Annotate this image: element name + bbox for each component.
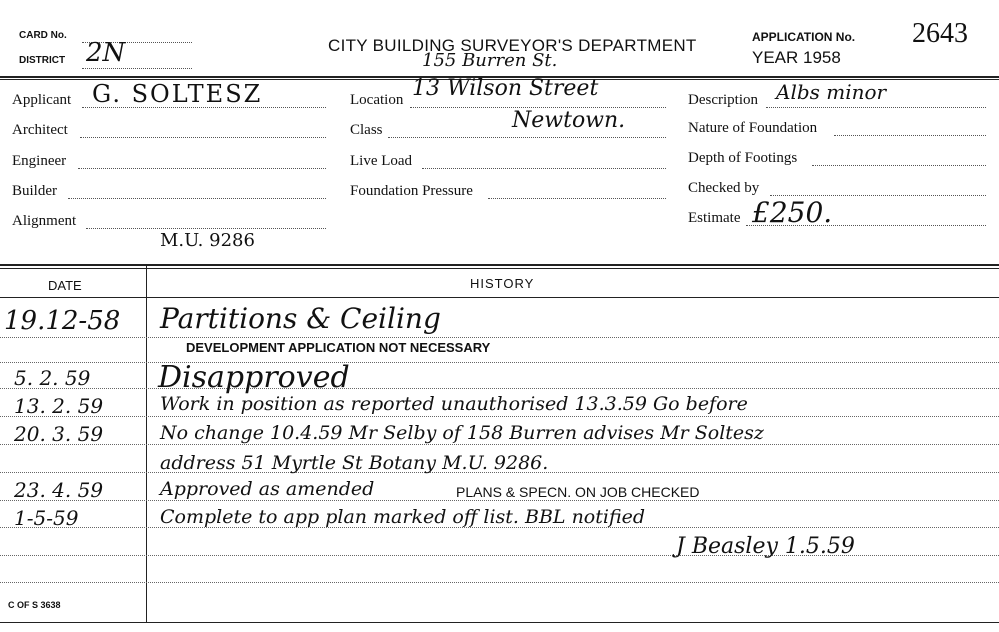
- foundation-pressure-label: Foundation Pressure: [350, 183, 473, 199]
- street-note: 155 Burren St.: [422, 50, 558, 71]
- class-line: [388, 137, 666, 138]
- phone-value: M.U. 9286: [160, 230, 255, 251]
- history-text: No change 10.4.59 Mr Selby of 158 Burren advises Mr Soltesz: [160, 422, 764, 444]
- ruled-line: [0, 444, 999, 445]
- district-line: [82, 68, 192, 69]
- nature-line: [834, 135, 986, 136]
- checked-by-label: Checked by: [688, 180, 760, 196]
- description-label: Description: [688, 92, 758, 108]
- depth-label: Depth of Footings: [688, 150, 798, 166]
- history-text: Complete to app plan marked off list. BBL notified: [160, 506, 646, 528]
- district-label: DISTRICT: [19, 55, 66, 66]
- history-date: 1-5-59: [14, 506, 79, 530]
- date-header: DATE: [48, 278, 82, 293]
- estimate-line: [746, 225, 986, 226]
- alignment-line: [86, 228, 326, 229]
- history-date: 20. 3. 59: [14, 422, 104, 446]
- history-text: Disapproved: [158, 360, 350, 395]
- applicant-label: Applicant: [12, 92, 72, 108]
- history-text: Approved as amended: [160, 478, 375, 500]
- ruled-line: [0, 362, 999, 363]
- architect-label: Architect: [12, 122, 68, 138]
- history-text: Partitions & Ceiling: [160, 302, 441, 335]
- history-top-rule: [0, 264, 999, 266]
- builder-line: [68, 198, 326, 199]
- alignment-label: Alignment: [12, 213, 77, 229]
- description-line: [766, 107, 986, 108]
- application-label: APPLICATION No.: [752, 30, 856, 44]
- history-date: 13. 2. 59: [14, 394, 104, 418]
- signature: J Beasley 1.5.59: [676, 534, 855, 559]
- district-value: 2N: [86, 38, 126, 68]
- engineer-line: [78, 168, 326, 169]
- builder-label: Builder: [12, 183, 57, 199]
- ruled-line: [0, 582, 999, 583]
- nature-label: Nature of Foundation: [688, 120, 818, 136]
- location-suburb: Newtown.: [512, 108, 626, 133]
- architect-line: [80, 137, 326, 138]
- history-header-rule: [0, 297, 999, 298]
- applicant-value: G. SOLTESZ: [92, 80, 263, 108]
- live-load-line: [422, 168, 666, 169]
- history-top-rule-thin: [0, 268, 999, 269]
- description-value: Albs minor: [776, 80, 887, 104]
- form-code: C OF S 3638: [8, 600, 61, 610]
- estimate-label: Estimate: [688, 210, 741, 226]
- depth-line: [812, 165, 986, 166]
- applicant-line: [82, 107, 326, 108]
- class-label: Class: [350, 122, 383, 138]
- location-label: Location: [350, 92, 404, 108]
- live-load-label: Live Load: [350, 153, 413, 169]
- estimate-value: £250.: [752, 196, 833, 229]
- ruled-line: [0, 500, 999, 501]
- engineer-label: Engineer: [12, 153, 67, 169]
- history-date: 5. 2. 59: [14, 366, 91, 390]
- location-value: 13 Wilson Street: [412, 76, 599, 101]
- ruled-line: [0, 388, 999, 389]
- bottom-rule: [0, 622, 999, 623]
- department-title: CITY BUILDING SURVEYOR'S DEPARTMENT: [328, 36, 697, 55]
- history-date: 19.12-58: [4, 306, 121, 336]
- ruled-line: [0, 416, 999, 417]
- plans-checked-note: PLANS & SPECN. ON JOB CHECKED: [456, 484, 700, 500]
- foundation-pressure-line: [488, 198, 666, 199]
- history-date: 23. 4. 59: [14, 478, 104, 502]
- history-text: Work in position as reported unauthorised 13.3.59 Go before: [160, 393, 748, 415]
- history-text: DEVELOPMENT APPLICATION NOT NECESSARY: [186, 340, 491, 355]
- history-text: address 51 Myrtle St Botany M.U. 9286.: [160, 452, 549, 474]
- application-number: 2643: [912, 18, 968, 49]
- ruled-line: [0, 337, 999, 338]
- history-header: HISTORY: [470, 276, 535, 291]
- card-no-label: CARD No.: [19, 30, 67, 41]
- year-label: YEAR 1958: [752, 48, 841, 67]
